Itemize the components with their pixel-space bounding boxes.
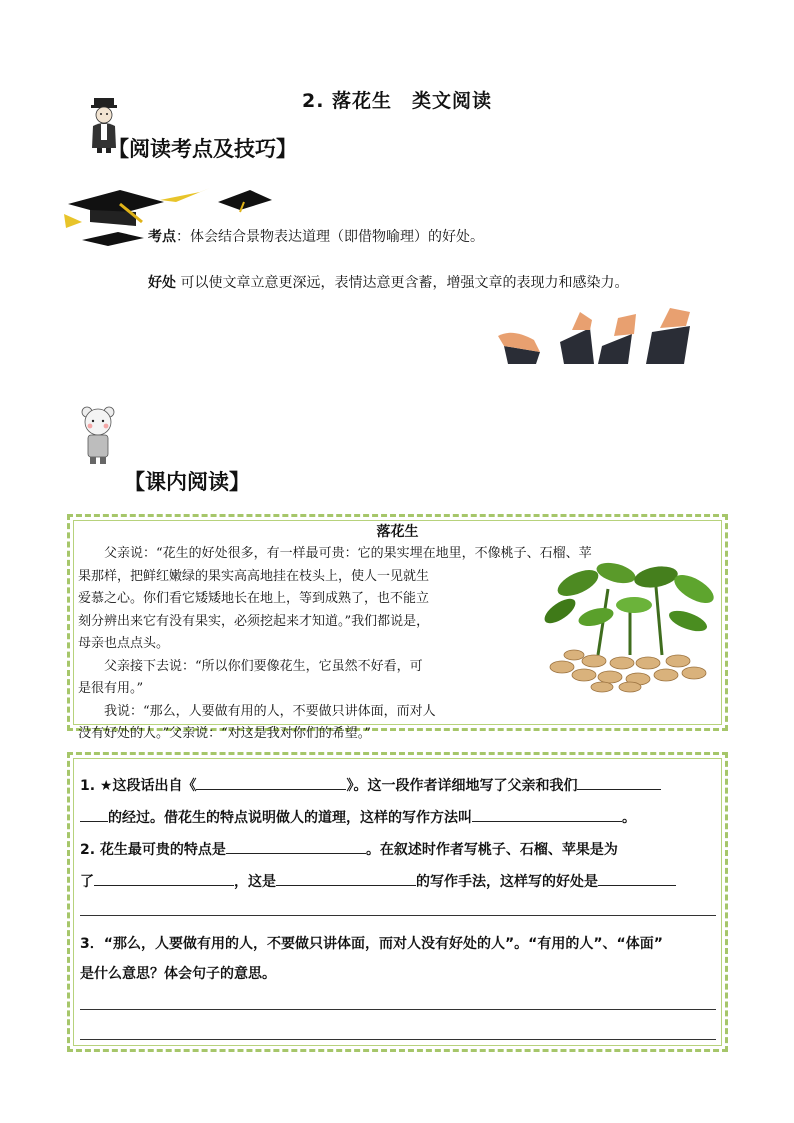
q2-text-e: 的写作手法，这样写的好处是 bbox=[416, 874, 598, 890]
q1-blank-source[interactable] bbox=[196, 775, 346, 790]
question-3 bbox=[80, 933, 663, 953]
q3-text-b: 是什么意思？体会句子的意思。 bbox=[80, 966, 276, 982]
passage-line: 我说：“那么，人要做有用的人，不要做只讲体面，而对人 bbox=[104, 703, 436, 719]
q2-blank-technique[interactable] bbox=[276, 871, 416, 886]
passage-line: 父亲说：“花生的好处很多，有一样最可贵：它的果实埋在地里，不像桃子、石榴、苹 bbox=[104, 546, 592, 561]
passage-box bbox=[67, 514, 728, 741]
bear-cartoon-icon bbox=[80, 406, 116, 466]
passage-line: 母亲也点点头。 bbox=[78, 636, 170, 651]
questions-box-inner bbox=[73, 758, 722, 1046]
answer-line[interactable] bbox=[80, 915, 716, 916]
q1-text-d: 。 bbox=[622, 810, 636, 826]
answer-line[interactable] bbox=[80, 1009, 716, 1010]
section-heading-tips: 【阅读考点及技巧】 bbox=[108, 137, 297, 161]
exam-point bbox=[148, 226, 484, 246]
question-1-cont bbox=[80, 807, 636, 827]
q1-blank-event-cont[interactable] bbox=[80, 807, 108, 822]
passage-line: 没有好处的人。”父亲说：“对这是我对你们的希望。” bbox=[78, 726, 371, 741]
questions-box bbox=[67, 752, 728, 1052]
q2-blank-benefit[interactable] bbox=[598, 871, 676, 886]
answer-line[interactable] bbox=[80, 1039, 716, 1040]
page-title: 2. 落花生 类文阅读 bbox=[301, 90, 493, 112]
q2-text-c: 了 bbox=[80, 874, 94, 890]
benefit-text: 可以使文章立意更深远，表情达意更含蓄，增强文章的表现力和感染力。 bbox=[176, 275, 629, 291]
peanut-plant-image bbox=[538, 559, 724, 695]
q1-text-c: 的经过。借花生的特点说明做人的道理，这样的写作方法叫 bbox=[108, 810, 472, 826]
q1-text-b: 》。这一段作者详细地写了父亲和我们 bbox=[346, 778, 578, 794]
question-3-cont bbox=[80, 963, 276, 983]
passage-line: 父亲接下去说：“所以你们要像花生，它虽然不好看，可 bbox=[104, 658, 423, 674]
question-2-cont bbox=[80, 871, 676, 891]
exam-point-text: ：体会结合景物表达道理（即借物喻理）的好处。 bbox=[176, 229, 484, 245]
passage-title: 落花生 bbox=[376, 524, 419, 540]
question-2 bbox=[80, 839, 618, 859]
exam-point-label: 考点 bbox=[148, 229, 176, 245]
benefit-label: 好处 bbox=[148, 275, 176, 291]
q2-text-a: 2. 花生最可贵的特点是 bbox=[80, 842, 226, 858]
passage-line: 刻分辨出来它有没有果实，必须挖起来才知道。”我们都说是， bbox=[78, 613, 430, 629]
raised-hands-icon bbox=[494, 306, 700, 364]
question-1 bbox=[80, 775, 661, 795]
section-heading-reading: 【课内阅读】 bbox=[124, 470, 250, 494]
q2-text-b: 。在叙述时作者写桃子、石榴、苹果是为 bbox=[365, 842, 618, 858]
passage-line: 果那样，把鲜红嫩绿的果实高高地挂在枝头上，使人一见就生 bbox=[78, 568, 430, 584]
passage-line: 是很有用。” bbox=[78, 681, 144, 696]
q2-blank-feature[interactable] bbox=[226, 839, 366, 854]
q1-text-a: 1. ★这段话出自《 bbox=[80, 778, 197, 794]
q2-text-d: ，这是 bbox=[234, 874, 276, 890]
q1-blank-event[interactable] bbox=[577, 775, 661, 790]
q3-text-a: 3．“那么，人要做有用的人，不要做只讲体面，而对人没有好处的人”。“有用的人”、“体面” bbox=[80, 936, 663, 952]
q1-blank-method[interactable] bbox=[472, 807, 622, 822]
benefit bbox=[148, 272, 628, 292]
q2-blank-purpose[interactable] bbox=[94, 871, 234, 886]
passage-line: 爱慕之心。你们看它矮矮地长在地上，等到成熟了，也不能立 bbox=[78, 591, 430, 606]
